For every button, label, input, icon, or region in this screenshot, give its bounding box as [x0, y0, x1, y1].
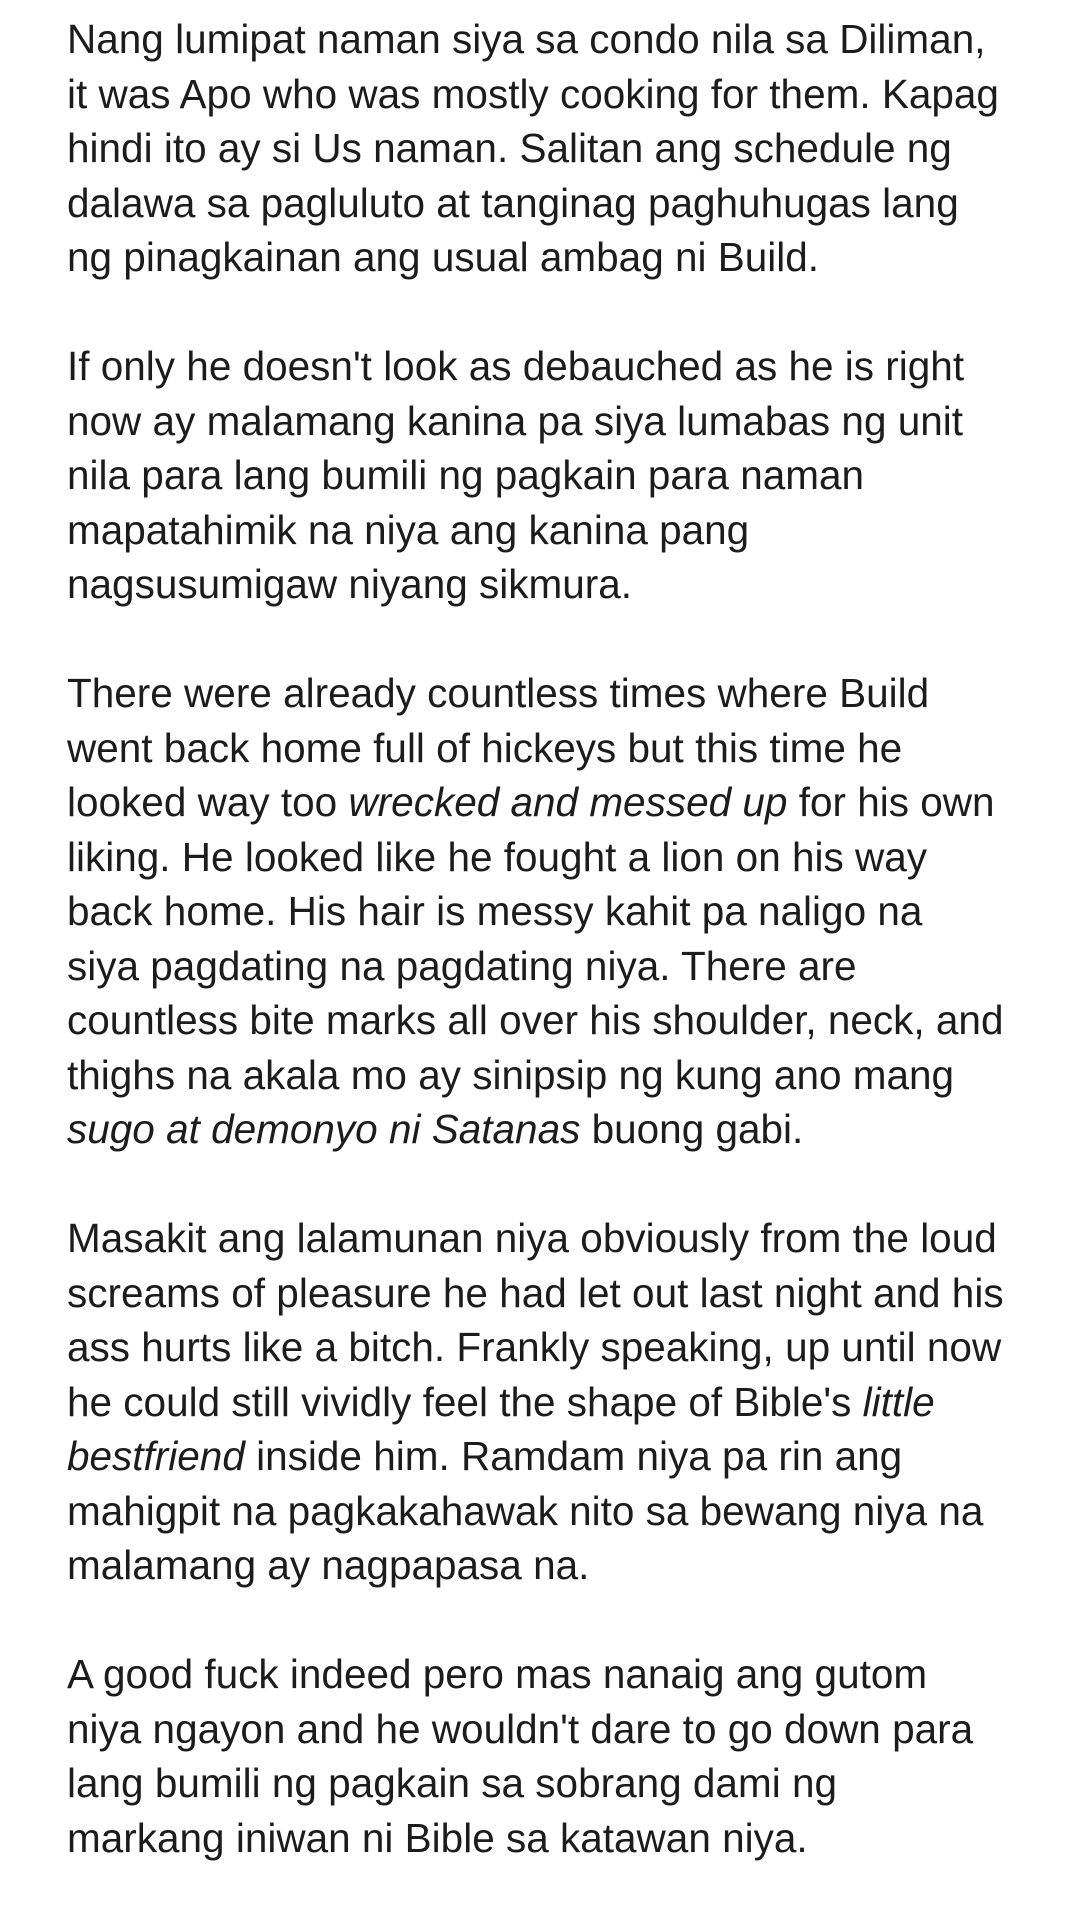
text-line	[67, 557, 1057, 612]
text-segment: went back home full of hickeys but this time he	[67, 724, 903, 771]
text-segment: for his own	[787, 779, 995, 825]
text-segment: it was Apo who was mostly cooking for them. Kapag	[67, 70, 999, 117]
text-line	[67, 176, 1057, 231]
text-line	[67, 339, 1057, 394]
paragraph-1	[67, 12, 1057, 285]
text-segment: hindi ito ay si Us naman. Salitan ang schedule ng	[67, 125, 952, 171]
italic-text: wrecked and messed up	[348, 779, 788, 825]
text-line	[67, 121, 1057, 176]
text-line	[67, 939, 1057, 994]
text-line	[67, 1756, 1057, 1811]
text-line	[67, 230, 1057, 285]
text-line	[67, 1102, 1057, 1157]
text-line	[67, 1484, 1057, 1539]
text-line	[67, 1811, 1057, 1866]
text-line	[67, 993, 1057, 1048]
text-line	[67, 503, 1057, 558]
text-segment: A good fuck indeed pero mas nanaig ang gutom	[67, 1651, 928, 1697]
text-line	[67, 1048, 1057, 1103]
italic-text: bestfriend	[67, 1433, 245, 1479]
text-line	[67, 1266, 1057, 1321]
text-segment: screams of pleasure he had let out last night and his	[67, 1269, 1004, 1316]
text-segment: ass hurts like a bitch. Frankly speaking, up until now	[67, 1324, 1002, 1370]
text-segment: back home. His hair is messy kahit pa naligo na	[67, 888, 923, 934]
text-line	[67, 1702, 1057, 1757]
text-segment: mapatahimik na niya ang kanina pang	[67, 506, 750, 553]
text-segment: nagsusumigaw niyang sikmura.	[67, 561, 633, 607]
text-segment: thighs na akala mo ay sinipsip ng kung ano mang	[67, 1051, 955, 1098]
text-line	[67, 394, 1057, 449]
text-line	[67, 1429, 1057, 1484]
text-segment: Nang lumipat naman siya sa condo nila sa Diliman,	[67, 16, 986, 62]
text-line	[67, 67, 1057, 122]
paragraph-2	[67, 339, 1057, 612]
paragraph-3	[67, 666, 1057, 1157]
text-line	[67, 1211, 1057, 1266]
text-segment: Masakit ang lalamunan niya obviously from the loud	[67, 1215, 997, 1261]
italic-text: little	[862, 1378, 935, 1425]
paragraph-5	[67, 1647, 1057, 1865]
text-segment: ng pinagkainan ang usual ambag ni Build.	[67, 234, 820, 280]
text-segment: If only he doesn't look as debauched as he is right	[67, 343, 965, 389]
text-segment: mahigpit na pagkakahawak nito sa bewang niya na	[67, 1487, 984, 1534]
text-line	[67, 1538, 1057, 1593]
italic-text: sugo at demonyo ni Satanas	[67, 1106, 581, 1152]
text-segment: he could still vividly feel the shape of Bible's	[67, 1378, 863, 1425]
text-line	[67, 666, 1057, 721]
text-line	[67, 884, 1057, 939]
text-segment: liking. He looked like he fought a lion on his way	[67, 833, 928, 880]
text-line	[67, 775, 1057, 830]
text-segment: malamang ay nagpapasa na.	[67, 1542, 590, 1588]
text-segment: lang bumili ng pagkain sa sobrang dami ng	[67, 1760, 837, 1806]
text-line	[67, 721, 1057, 776]
text-line	[67, 448, 1057, 503]
text-line	[67, 12, 1057, 67]
story-text	[67, 12, 1057, 1920]
text-line	[67, 1320, 1057, 1375]
text-segment: siya pagdating na pagdating niya. There are	[67, 942, 857, 989]
text-segment: now ay malamang kanina pa siya lumabas ng unit	[67, 397, 964, 444]
text-segment: nila para lang bumili ng pagkain para naman	[67, 452, 865, 498]
paragraph-4	[67, 1211, 1057, 1593]
text-line	[67, 1375, 1057, 1430]
text-segment: dalawa sa pagluluto at tanginag paghuhugas lang	[67, 179, 959, 226]
text-segment: There were already countless times where Build	[67, 670, 930, 716]
text-segment: buong gabi.	[580, 1106, 804, 1152]
text-segment: looked way too	[67, 779, 349, 825]
text-line	[67, 1647, 1057, 1702]
text-line	[67, 830, 1057, 885]
text-segment: markang iniwan ni Bible sa katawan niya.	[67, 1814, 808, 1861]
text-segment: inside him. Ramdam niya pa rin ang	[244, 1433, 903, 1479]
text-segment: countless bite marks all over his shoulder, neck, and	[67, 997, 1004, 1043]
text-segment: niya ngayon and he wouldn't dare to go down para	[67, 1705, 974, 1752]
